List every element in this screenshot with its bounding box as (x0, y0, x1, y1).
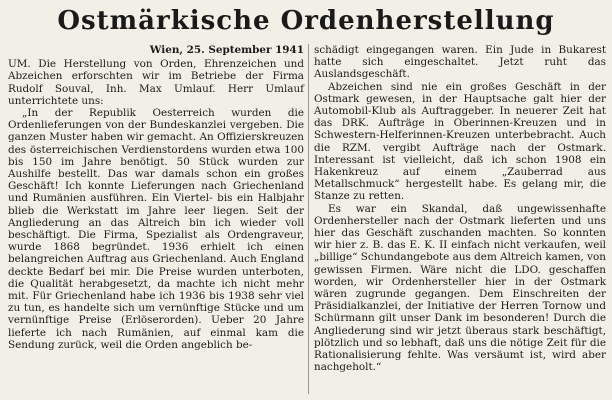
left-column (8, 44, 304, 351)
paragraph-abzeichen: Abzeichen sind nie ein großes Geschäft in der Ostmark gewesen, in der Hauptsache galt hier der Automobil-Klub als Auftraggeber. In neuerer Zeit hat das DRK. Aufträge in Oberinnen-Kreuzen und in Schwestern-Helferinnen-Kreuzen unterbebracht. Auch die RZM. vergibt Aufträge nach der Ostmark. Interessant ist vielleicht, daß ich schon 1908 ein Hakenkreuz auf einem „Zauberrad aus Metallschmuck“ hergestellt habe. Es gelang mir, die Stanze zu retten. (314, 80, 606, 203)
paragraph-skandal: Es war ein Skandal, daß ungewissenhafte Ordenhersteller nach der Ostmark lieferten und uns hier das Geschäft zuschanden machten. So konnten wir hier z. B. das E. K. II einfach nicht verkaufen, weil „billige“ Schundangebote aus dem Altreich kamen, von gewissen Firmen. Wäre nicht die LDO. geschaffen worden, wir Ordenhersteller hier in der Ostmark wären zugrunde gegangen. Dem Einschreiten der Präsidialkanzlei, der Initiative der Herren Tornow und Schürmann gilt unser Dank im besonderen! Durch die Angliederung sind wir jetzt überaus stark beschäftigt, plötzlich und so lebhaft, daß uns die nötige Zeit für die Rationalisierung fehlte. Was versäumt ist, wird aber nachgeholt.“ (314, 202, 606, 374)
right-column (314, 44, 606, 373)
column-divider (308, 44, 309, 394)
paragraph-continuation: schädigt eingegangen waren. Ein Jude in Bukarest hatte sich eingeschaltet. Jetzt ruht das Auslandsgeschäft. (314, 44, 606, 81)
headline: Ostmärkische Ordenherstellung (57, 6, 555, 36)
paragraph-intro: UM. Die Herstellung von Orden, Ehrenzeichen und Abzeichen erforschten wir im Betriebe der Firma Rudolf Souval, Inh. Max Umlauf. Herr Umlauf unterrichtete uns: (8, 58, 304, 107)
paragraph-quote-start: „In der Republik Oesterreich wurden die Ordenlieferungen von der Bundeskanzlei vergeben. Die ganzen Muster haben wir gemacht. An Offizierskreuzen des österreichischen Verdienstordens wurden etwa 100 bis 150 im Jahre benötigt. 50 Stück wurden zur Aushilfe bestellt. Das war damals schon ein großes Geschäft! Ich konnte Lieferungen nach Griechenland und Rumänien ausführen. Ein Viertel- bis ein Halbjahr blieb die Werkstatt im Jahre leer liegen. Seit der Angliederung an das Altreich bin ich wieder voll beschäftigt. Die Firma, Spezialist als Ordengraveur, wurde 1868 begründet. 1936 erhielt ich einen belangreichen Auftrag aus Griechenland. Auch England deckte Bedarf bei mir. Die Preise wurden unterboten, die Qualität herabgesetzt, da machte ich nicht mehr mit. Für Griechenland habe ich 1936 bis 1938 sehr viel zu tun, es handelte sich um vernünftige Stücke und um vernünftige Preise (Erlöserorden). Ueber 20 Jahre lieferte ich nach Rumänien, auf einmal kam die Sendung zurück, weil die Orden angeblich be- (8, 107, 304, 351)
dateline: Wien, 25. September 1941 (149, 44, 304, 56)
